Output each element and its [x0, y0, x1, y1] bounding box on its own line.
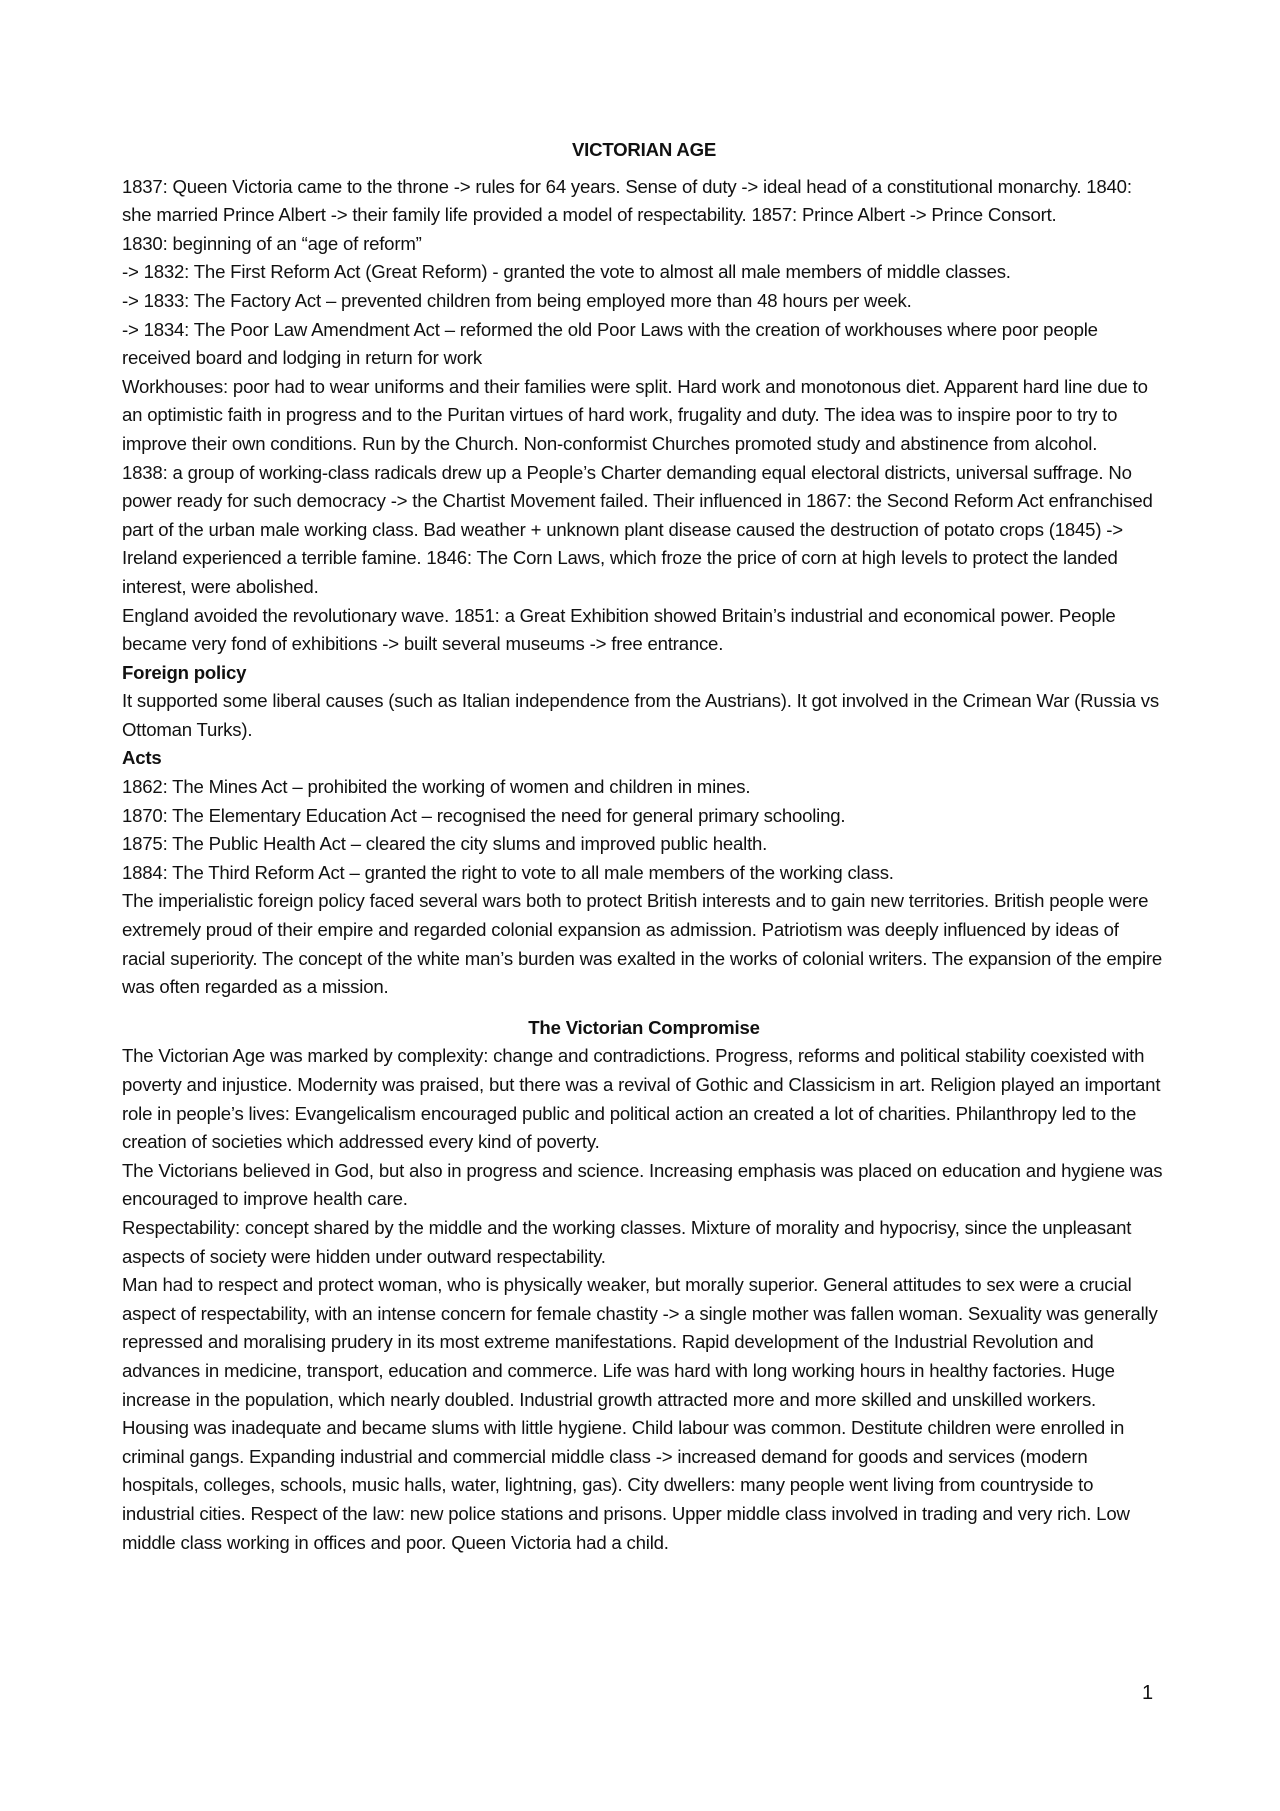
paragraph-compromise-society: Man had to respect and protect woman, who is physically weaker, but morally superior. General attitudes to sex were a crucial aspect of respectability, with an intense concern for female chastity -> a single mother was fallen woman. Sexuality was generally repressed and moralising prudery in its most extreme manifestations. Rapid development of the Industrial Revolution and advances in medicine, transport, education and commerce. Life was hard with long working hours in healthy factories. Huge increase in the population, which nearly doubled. Industrial growth attracted more and more skilled and unskilled workers. Housing was inadequate and became slums with little hygiene. Child labour was common. Destitute children were enrolled in criminal gangs. Expanding industrial and commercial middle class -> increased demand for goods and services (modern hospitals, colleges, schools, music halls, water, lightning, gas). City dwellers: many people went living from countryside to industrial cities. Respect of the law: new police stations and prisons. Upper middle class involved in trading and very rich. Low middle class working in offices and poor. Queen Victoria had a child.	[122, 1274, 1158, 1553]
document-page	[122, 136, 1166, 1557]
act-item-education: 1870: The Elementary Education Act – recognised the need for general primary schooling.	[122, 804, 846, 826]
act-item-mines: 1862: The Mines Act – prohibited the working of women and children in mines.	[122, 776, 751, 798]
heading-acts: Acts	[122, 747, 162, 769]
paragraph-imperialism: The imperialistic foreign policy faced several wars both to protect British interests and to gain new territories. British people were extremely proud of their empire and regarded colonial expansion as admission. Patriotism was deeply influenced by ideas of racial superiority. The concept of the white man’s burden was exalted in the works of colonial writers. The expansion of the empire was often regarded as a mission.	[122, 890, 1163, 998]
paragraph-first-reform-act: -> 1832: The First Reform Act (Great Reform) - granted the vote to almost all male members of middle classes.	[122, 261, 1011, 283]
act-item-public-health: 1875: The Public Health Act – cleared the city slums and improved public health.	[122, 833, 768, 855]
paragraph-intro-victoria: 1837: Queen Victoria came to the throne -> rules for 64 years. Sense of duty -> ideal head of a constitutional monarchy. 1840: she married Prince Albert -> their family life provided a model of respectability. 1857: Prince Albert -> Prince Consort.	[122, 175, 1132, 226]
paragraph-foreign-policy: It supported some liberal causes (such as Italian independence from the Austrians). It got involved in the Crimean War (Russia vs Ottoman Turks).	[122, 690, 1159, 740]
act-item-third-reform: 1884: The Third Reform Act – granted the right to vote to all male members of the working class.	[122, 861, 894, 883]
paragraph-great-exhibition: England avoided the revolutionary wave. 1851: a Great Exhibition showed Britain’s industrial and economical power. People became very fond of exhibitions -> built several museums -> free entrance.	[122, 604, 1116, 655]
document-title: VICTORIAN AGE	[571, 139, 717, 160]
heading-foreign-policy: Foreign policy	[122, 661, 247, 683]
heading-victorian-compromise: The Victorian Compromise	[528, 1016, 760, 1038]
paragraph-chartism: 1838: a group of working-class radicals drew up a People’s Charter demanding equal electoral districts, universal suffrage. No power ready for such democracy -> the Chartist Movement failed. Their influenced in 1867: the Second Reform Act enfranchised part of the urban male working class. Bad weather + unknown plant disease caused the destruction of potato crops (1845) -> Ireland experienced a terrible famine. 1846: The Corn Laws, which froze the price of corn at high levels to protect the landed interest, were abolished.	[122, 461, 1153, 597]
paragraph-compromise-respectability: Respectability: concept shared by the middle and the working classes. Mixture of morality and hypocrisy, since the unpleasant aspects of society were hidden under outward respectability.	[122, 1216, 1132, 1267]
page-number: 1	[1142, 1682, 1154, 1704]
paragraph-age-of-reform: 1830: beginning of an “age of reform”	[122, 232, 422, 254]
paragraph-workhouses: Workhouses: poor had to wear uniforms and their families were split. Hard work and monotonous diet. Apparent hard line due to an optimistic faith in progress and to the Puritan virtues of hard work, frugality and duty. The idea was to inspire poor to try to improve their own conditions. Run by the Church. Non-conformist Churches promoted study and abstinence from alcohol.	[122, 375, 1148, 454]
paragraph-compromise-complexity: The Victorian Age was marked by complexity: change and contradictions. Progress, reforms and political stability coexisted with poverty and injustice. Modernity was praised, but there was a revival of Gothic and Classicism in art. Religion played an important role in people’s lives: Evangelicalism encouraged public and political action an created a lot of charities. Philanthropy led to the creation of societies which addressed every kind of poverty.	[122, 1045, 1161, 1153]
paragraph-compromise-progress: The Victorians believed in God, but also in progress and science. Increasing emphasis was placed on education and hygiene was encouraged to improve health care.	[122, 1159, 1163, 1210]
paragraph-factory-act: -> 1833: The Factory Act – prevented children from being employed more than 48 hours per week.	[122, 289, 912, 311]
paragraph-poor-law: -> 1834: The Poor Law Amendment Act – reformed the old Poor Laws with the creation of workhouses where poor people received board and lodging in return for work	[122, 318, 1098, 369]
